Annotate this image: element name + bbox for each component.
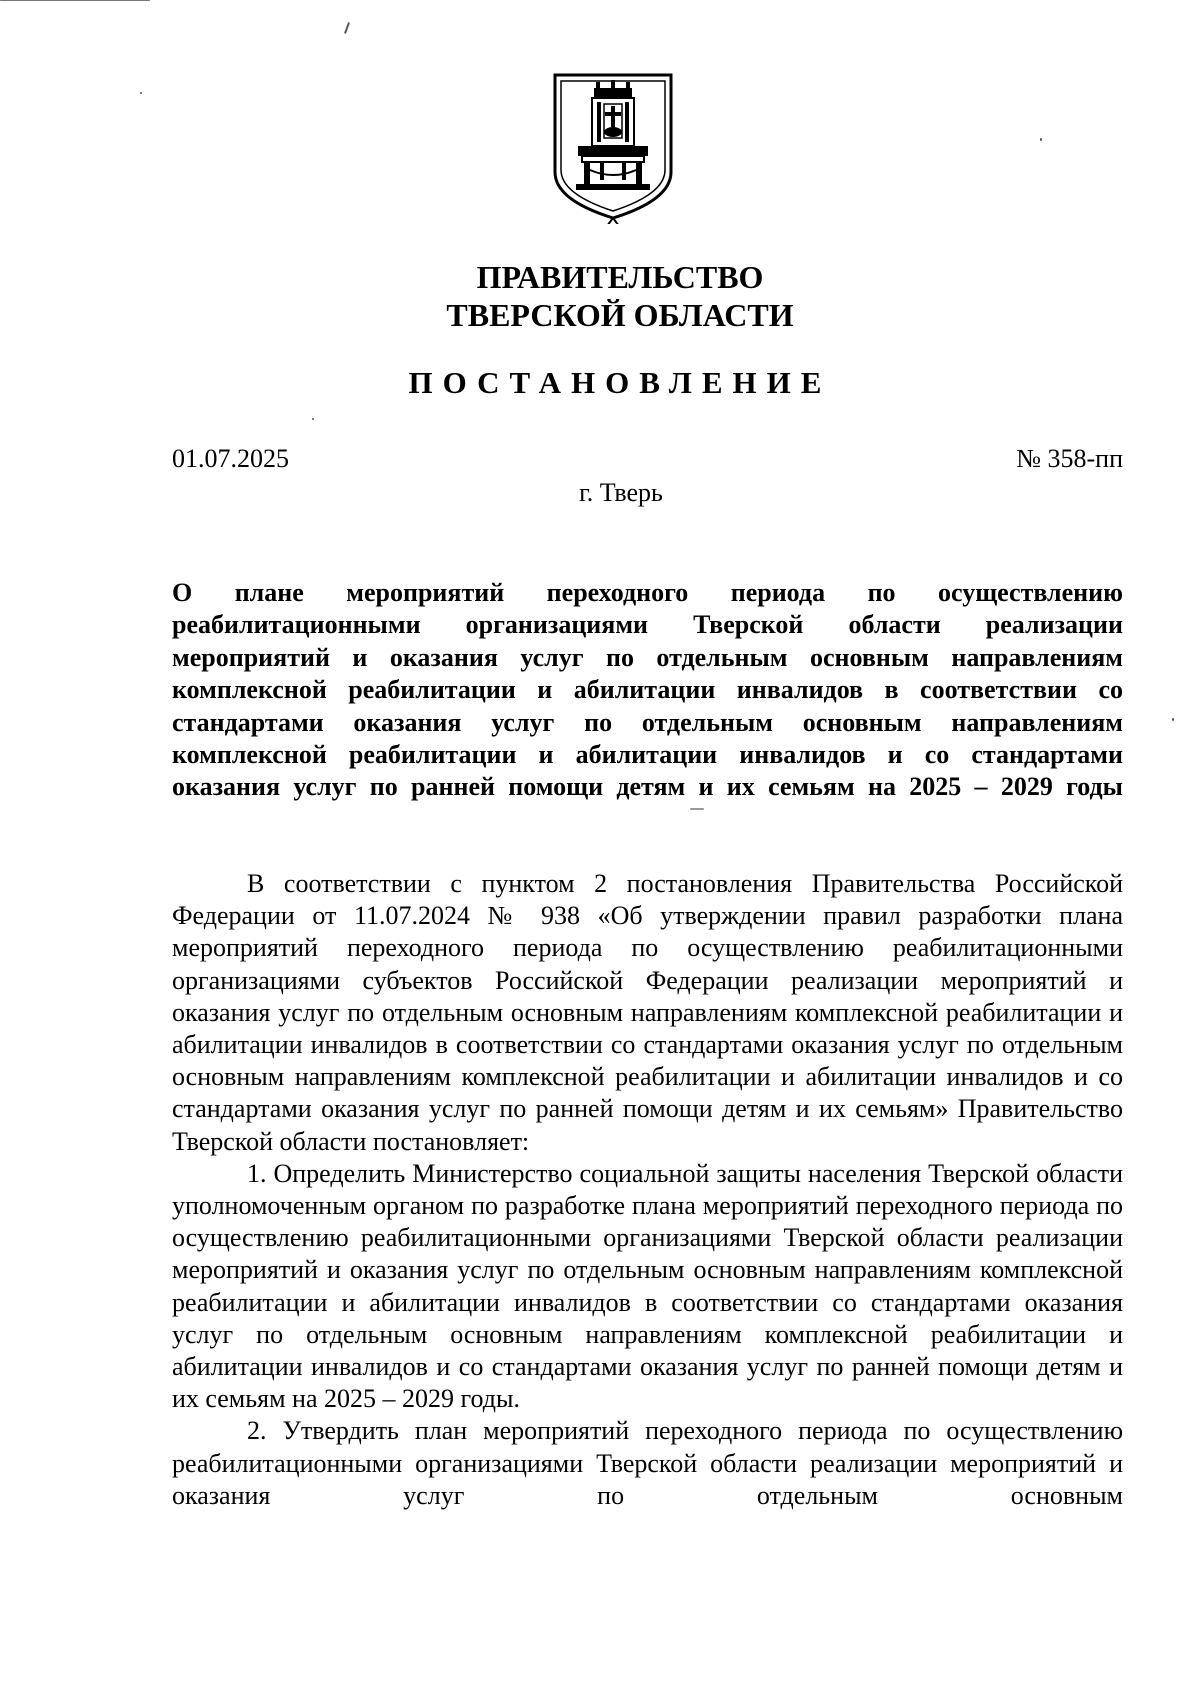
document-title: О плане мероприятий переходного периода по осуществлению реабилитационными организациями Тверской области реализации мероприятий и оказания услуг по отдельным основным направлениям комплексной реабилитации и абилитации инвалидов в соответствии со стандартами оказания услуг по отдельным основным направлениям комплексной реабилитации и абилитации инвалидов и со стандартами оказания услуг по ранней помощи детям и их семьям на 2025 – 2029 годы <box>172 578 1123 802</box>
scan-speck <box>690 808 704 810</box>
organization-name-line2: ТВЕРСКОЙ ОБЛАСТИ <box>446 297 794 333</box>
scan-speck <box>1040 138 1042 141</box>
scan-speck <box>0 0 150 1</box>
scan-speck <box>312 418 314 420</box>
document-type-heading: ПОСТАНОВЛЕНИЕ <box>408 365 832 400</box>
document-city: г. Тверь <box>579 478 663 507</box>
tver-coat-of-arms-icon <box>552 72 674 224</box>
preamble-paragraph: В соответствии с пунктом 2 постановления Правительства Российской Федерации от 11.07.2024 № 938 «Об утверждении правил разработки плана мероприятий переходного периода по осуществлению реабилитационными организациями субъектов Российской Федерации реализации мероприятий и оказания услуг по отдельным основным направлениям комплексной реабилитации и абилитации инвалидов в соответствии со стандартами оказания услуг по отдельным основным направлениям комплексной реабилитации и абилитации инвалидов и со стандартами оказания услуг по ранней помощи детям и их семьям» Правительство Тверской области постановляет: <box>172 869 1123 1156</box>
document-body <box>172 868 1123 1512</box>
clause-1-paragraph: 1. Определить Министерство социальной защиты населения Тверской области уполномоченным органом по разработке плана мероприятий переходного периода по осуществлению реабилитационными организациями Тверской области реализации мероприятий и оказания услуг по отдельным основным направлениям комплексной реабилитации и абилитации инвалидов в соответствии со стандартами оказания услуг по отдельным основным направлениям комплексной реабилитации и абилитации инвалидов и со стандартами оказания услуг по ранней помощи детям и их семьям на 2025 – 2029 годы. <box>172 1158 1123 1414</box>
document-number: № 358-пп <box>1016 444 1123 473</box>
scan-speck <box>344 22 350 34</box>
scan-speck <box>1172 718 1174 721</box>
document-date: 01.07.2025 <box>172 444 289 473</box>
clause-2-paragraph: 2. Утвердить план мероприятий переходного периода по осуществлению реабилитационными организациями Тверской области реализации мероприятий и оказания услуг по отдельным основным <box>172 1416 1123 1510</box>
scan-speck <box>140 92 142 94</box>
organization-name-line1: ПРАВИТЕЛЬСТВО <box>476 259 764 295</box>
